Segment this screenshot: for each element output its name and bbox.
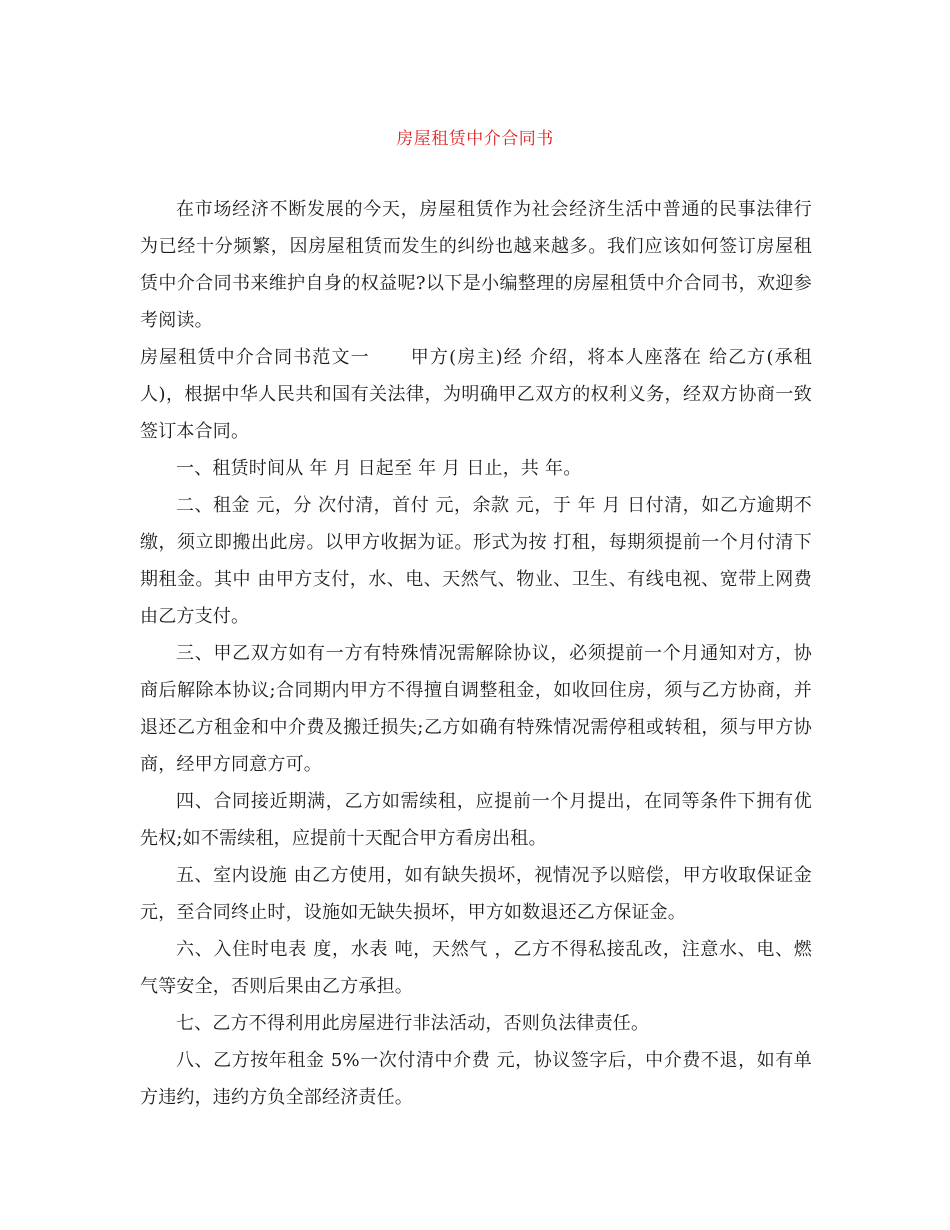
sample-lead: 甲方(房主)经 介绍，将本人座落在 给乙方(承租人)，根据中华人民共和国有关法律，为明确甲乙双方的权利义务，经双方协商一致签订本合同。 <box>140 347 812 442</box>
document-title: 房屋租赁中介合同书 <box>396 129 554 149</box>
intro-paragraph: 在市场经济不断发展的今天，房屋租赁作为社会经济生活中普通的民事法律行为已经十分频繁，因房屋租赁而发生的纠纷也越来越多。我们应该如何签订房屋租赁中介合同书来维护自身的权益呢?以下是小编整理的房屋租赁中介合同书，欢迎参考阅读。 <box>140 199 812 331</box>
sample-heading: 房屋租赁中介合同书范文一 <box>140 347 370 368</box>
clause-8: 八、乙方按年租金 5%一次付清中介费 元，协议签字后，中介费不退，如有单方违约，违约方负全部经济责任。 <box>140 1050 812 1108</box>
clause-5: 五、室内设施 由乙方使用，如有缺失损坏，视情况予以赔偿，甲方收取保证金 元，至合同终止时，设施如无缺失损坏，甲方如数退还乙方保证金。 <box>140 865 812 923</box>
clause-1: 一、租赁时间从 年 月 日起至 年 月 日止，共 年。 <box>176 458 582 479</box>
clause-2: 二、租金 元，分 次付清，首付 元，余款 元，于 年 月 日付清，如乙方逾期不缴，须立即搬出此房。以甲方收据为证。形式为按 打租，每期须提前一个月付清下期租金。其中 由甲方支付，水、电、天然气、物业、卫生、有线电视、宽带上网费 由乙方支付。 <box>140 495 812 627</box>
clause-6: 六、入住时电表 度，水表 吨，天然气 ，乙方不得私接乱改，注意水、电、燃气等安全，否则后果由乙方承担。 <box>140 939 812 997</box>
clause-7: 七、乙方不得利用此房屋进行非法活动，否则负法律责任。 <box>176 1013 650 1034</box>
clause-4: 四、合同接近期满，乙方如需续租，应提前一个月提出，在同等条件下拥有优先权;如不需续租，应提前十天配合甲方看房出租。 <box>140 791 812 849</box>
clause-3: 三、甲乙双方如有一方有特殊情况需解除协议，必须提前一个月通知对方，协商后解除本协议;合同期内甲方不得擅自调整租金，如收回住房，须与乙方协商，并退还乙方租金和中介费及搬迁损失;乙方如确有特殊情况需停租或转租，须与甲方协商，经甲方同意方可。 <box>140 643 812 775</box>
sample-paragraph <box>140 339 812 450</box>
document-body <box>140 191 812 1116</box>
